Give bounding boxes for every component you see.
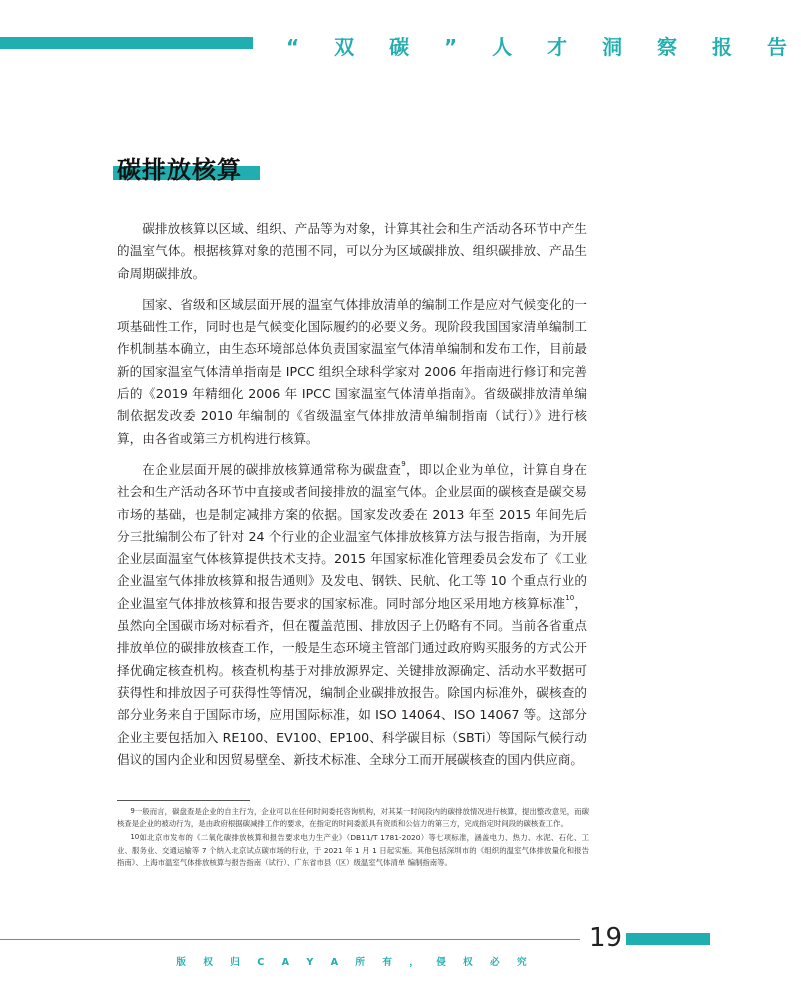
header-accent-bar — [0, 37, 253, 49]
footnote-10-number: 10 — [130, 833, 140, 842]
footer-rule — [0, 939, 580, 940]
paragraph-3-part-c: ，虽然向全国碳市场对标看齐，但在覆盖范围、排放因子上仍略有不同。当前各省重点排放单位的碳排放核查工作，一般是生态环境主管部门通过政府购买服务的方式公开择优确定核查机构。核查机构基于对排放源界定、关键排放源确定、活动水平数据可获得性和排放因子可获得性等情况，编制企业碳排放报告。除国内标准外，碳核查的部分业务来自于国际市场，应用国际标准，如 ISO 14064、ISO 14067 等。这部分企业主要包括加入 RE100、EV100、EP100、科学碳目标（SBTi）等国际气候行动倡议的国内企业和因贸易壁垒、新技术标准、全球分工而开展碳核查的国内供应商。 — [117, 595, 588, 767]
copyright-notice: 版 权 归 C A Y A 所 有 ， 侵 权 必 究 — [176, 957, 534, 968]
footnote-ref-9[interactable]: 9 — [401, 459, 406, 468]
footnote-divider — [117, 800, 250, 801]
footnote-9 — [117, 806, 589, 830]
section-heading: 碳排放核算 — [117, 156, 242, 184]
footnote-9-number: 9 — [130, 807, 135, 815]
footer-accent-bar — [626, 933, 710, 945]
paragraph-2: 国家、省级和区域层面开展的温室气体排放清单的编制工作是应对气候变化的一项基础性工作，同时也是气候变化国际履约的必要义务。现阶段我国国家清单编制工作机制基本确立，由生态环境部总体负责国家温室气体清单编制和发布工作，目前最新的国家温室气体清单指南是 IPCC 组织全球科学家对 2006 年指南进行修订和完善后的《2019 年精细化 2006 年 IPCC 国家温室气体清单指南》。省级碳排放清单编制依据发改委 2010 年编制的《省级温室气体排放清单编制指南（试行）》进行核算，由各省或第三方机构进行核算。 — [117, 296, 587, 446]
paragraph-3-part-b: ，即以企业为单位，计算自身在社会和生产活动各环节中直接或者间接排放的温室气体。企业层面的碳核查是碳交易市场的基础，也是制定减排方案的依据。国家发改委在 2013 年至 2015 年间先后分三批编制公布了针对 24 个行业的企业温室气体排放核算方法与报告指南，为开展企业层面温室气体核算提供技术支持。2015 年国家标准化管理委员会发布了《工业企业温室气体排放核算和报告通则》及发电、钢铁、民航、化工等 10 个重点行业的企业温室气体排放核算和报告要求的国家标准。同时部分地区采用地方核算标准 — [117, 461, 588, 611]
footnote-10-text: 如北京市发布的《二氧化碳排放核算和报告要求电力生产业》（DB11/T 1781-2020）等七项标准，涵盖电力、热力、水泥、石化、工业、服务业、交通运输等 7 个纳入北京试点碳市场的行业，于 2021 年 1 月 1 日起实施。其他包括深圳市的《组织的温室气体排放量化和报告指南》、上海市温室气体排放核算与报告指南（试行）、广东省市县（区）级温室气体清单 编制指南等。 — [117, 833, 589, 867]
footnote-9-text: 一般而言，碳盘查是企业的自主行为，企业可以在任何时间委托咨询机构，对其某一时间段内的碳排放情况进行核算，提出整改意见，而碳核查是企业的被动行为，是由政府根据碳减排工作的要求，在指定的时间委派具有资质和公信力的第三方，完成指定时间段的碳核查工作。 — [117, 807, 589, 829]
page-number: 19 — [589, 923, 623, 953]
paragraph-1: 碳排放核算以区域、组织、产品等为对象，计算其社会和生产活动各环节中产生的温室气体。根据核算对象的范围不同，可以分为区域碳排放、组织碳排放、产品生命周期碳排放。 — [117, 221, 587, 281]
footnote-ref-10[interactable]: 10 — [565, 593, 575, 602]
footnotes — [117, 806, 589, 871]
report-title: “ 双 碳 ” 人 才 洞 察 报 告 — [286, 35, 801, 59]
footnote-10 — [117, 832, 589, 869]
body-text — [117, 218, 587, 780]
paragraph-3-part-a: 在企业层面开展的碳排放核算通常称为碳盘查 — [142, 461, 402, 477]
paragraph-3 — [117, 459, 587, 771]
